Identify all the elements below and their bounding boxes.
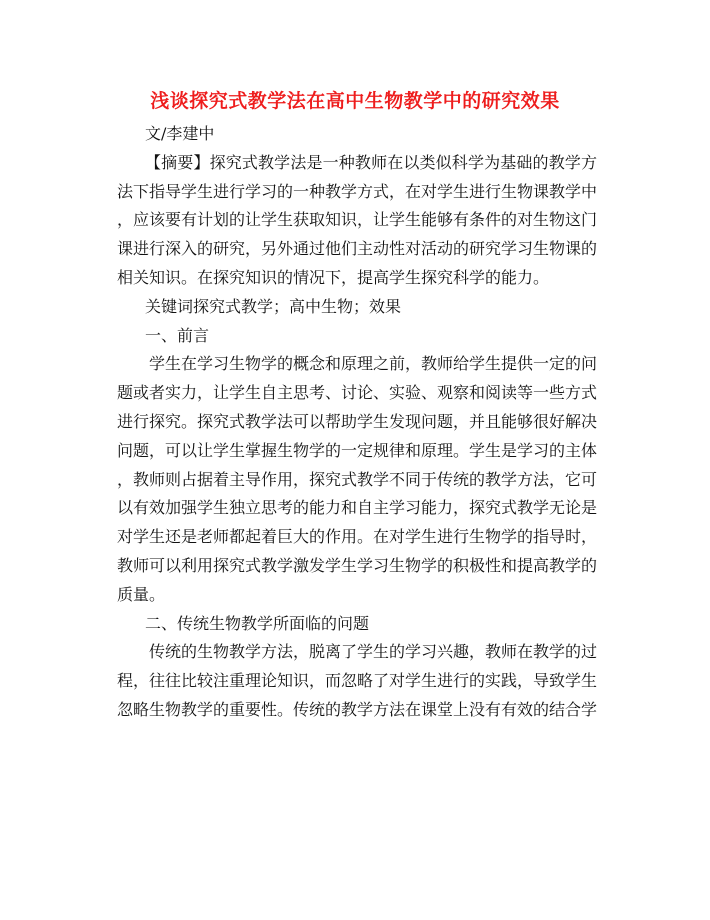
section2-heading: 二、传统生物教学所面临的问题 bbox=[145, 613, 370, 633]
section1-line: 质量。 bbox=[117, 584, 166, 604]
section1-paragraph bbox=[117, 350, 597, 609]
section1-line: 教师可以利用探究式教学激发学生学习生物学的积极性和提高教学的 bbox=[117, 555, 598, 575]
section2-paragraph bbox=[117, 638, 597, 724]
section1-line: 问题，可以让学生掌握生物学的一定规律和原理。学生是学习的主体 bbox=[117, 440, 598, 460]
section2-line: 程，往往比较注重理论知识，而忽略了对学生进行的实践，导致学生 bbox=[117, 671, 598, 691]
section1-line: 以有效加强学生独立思考的能力和自主学习能力，探究式教学无论是 bbox=[117, 498, 598, 518]
section1-line: 进行探究。探究式教学法可以帮助学生发现问题，并且能够很好解决 bbox=[117, 411, 598, 431]
author-text: 文/李建中 bbox=[145, 124, 215, 143]
abstract-line: 【摘要】探究式教学法是一种教师在以类似科学为基础的教学方 bbox=[145, 152, 597, 172]
section1-line: 对学生还是老师都起着巨大的作用。在对学生进行生物学的指导时， bbox=[117, 527, 598, 547]
section1-line: 学生在学习生物学的概念和原理之前，教师给学生提供一定的问 bbox=[149, 354, 598, 374]
section1-heading-paragraph bbox=[117, 322, 597, 351]
abstract-line: ，应该要有计划的让学生获取知识，让学生能够有条件的对生物这门 bbox=[117, 210, 598, 230]
abstract-line: 相关知识。在探究知识的情况下，提高学生探究科学的能力。 bbox=[117, 267, 550, 287]
section2-line: 传统的生物教学方法，脱离了学生的学习兴趣，教师在教学的过 bbox=[149, 642, 598, 662]
section1-line: 题或者实力，让学生自主思考、讨论、实验、观察和阅读等一些方式 bbox=[117, 383, 598, 403]
document-title: 浅谈探究式教学法在高中生物教学中的研究效果 bbox=[150, 90, 560, 112]
document-body bbox=[117, 120, 597, 725]
author-line bbox=[117, 120, 597, 149]
section2-heading-paragraph bbox=[117, 610, 597, 639]
abstract-paragraph bbox=[117, 149, 597, 293]
keywords-paragraph bbox=[117, 293, 597, 322]
section2-line: 忽略生物教学的重要性。传统的教学方法在课堂上没有有效的结合学 bbox=[117, 699, 598, 719]
abstract-line: 课进行深入的研究，另外通过他们主动性对活动的研究学习生物课的 bbox=[117, 239, 598, 259]
section1-line: ，教师则占据着主导作用，探究式教学不同于传统的教学方法，它可 bbox=[117, 469, 598, 489]
keywords-text: 关键词探究式教学；高中生物；效果 bbox=[145, 296, 402, 316]
section1-heading: 一、前言 bbox=[145, 325, 210, 345]
abstract-line: 法下指导学生进行学习的一种教学方式，在对学生进行生物课教学中 bbox=[117, 181, 598, 201]
